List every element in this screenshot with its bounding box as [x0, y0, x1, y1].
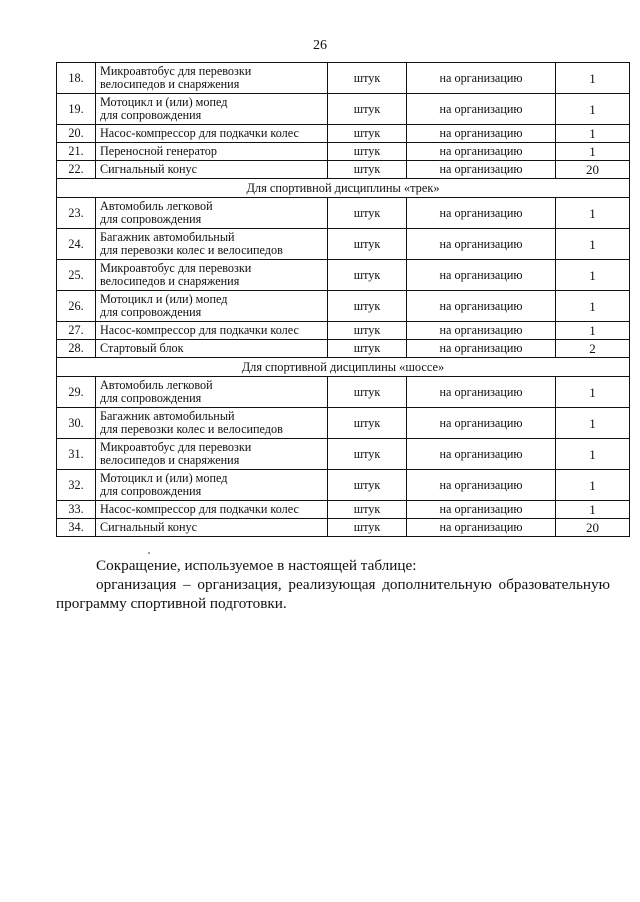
item-name — [96, 291, 328, 322]
item-name-line: Багажник автомобильный — [100, 409, 235, 423]
calculation-basis: на организацию — [407, 260, 556, 291]
calculation-basis: на организацию — [407, 408, 556, 439]
table-row — [57, 161, 630, 179]
item-name-line: велосипедов и снаряжения — [100, 274, 240, 288]
item-name-line: Насос-компрессор для подкачки колес — [100, 502, 299, 516]
table-row — [57, 408, 630, 439]
calculation-basis: на организацию — [407, 377, 556, 408]
quantity: 1 — [556, 63, 630, 94]
calculation-basis: на организацию — [407, 161, 556, 179]
quantity: 1 — [556, 439, 630, 470]
unit-of-measure: штук — [328, 291, 407, 322]
row-number: 21. — [57, 143, 96, 161]
abbreviation-definition: организация – организация, реализующая дополнительную образовательную программу спортивной подготовки. — [56, 576, 610, 612]
row-number: 20. — [57, 125, 96, 143]
quantity: 1 — [556, 377, 630, 408]
table-row — [57, 143, 630, 161]
table-row — [57, 260, 630, 291]
row-number: 29. — [57, 377, 96, 408]
table-row — [57, 94, 630, 125]
item-name-line: для сопровождения — [100, 484, 202, 498]
item-name-line: Автомобиль легковой — [100, 378, 213, 392]
calculation-basis: на организацию — [407, 229, 556, 260]
row-number: 31. — [57, 439, 96, 470]
table-row — [57, 340, 630, 358]
quantity: 1 — [556, 470, 630, 501]
row-number: 28. — [57, 340, 96, 358]
item-name — [96, 198, 328, 229]
quantity: 2 — [556, 340, 630, 358]
item-name — [96, 519, 328, 537]
quantity: 1 — [556, 229, 630, 260]
row-number: 34. — [57, 519, 96, 537]
calculation-basis: на организацию — [407, 143, 556, 161]
unit-of-measure: штук — [328, 229, 407, 260]
equipment-table-body — [57, 63, 630, 537]
quantity: 1 — [556, 198, 630, 229]
item-name — [96, 377, 328, 408]
unit-of-measure: штук — [328, 198, 407, 229]
unit-of-measure: штук — [328, 143, 407, 161]
item-name-line: для перевозки колес и велосипедов — [100, 422, 283, 436]
quantity: 20 — [556, 519, 630, 537]
calculation-basis: на организацию — [407, 501, 556, 519]
unit-of-measure: штук — [328, 322, 407, 340]
item-name-line: для сопровождения — [100, 391, 202, 405]
calculation-basis: на организацию — [407, 340, 556, 358]
unit-of-measure: штук — [328, 260, 407, 291]
item-name-line: Автомобиль легковой — [100, 199, 213, 213]
quantity: 1 — [556, 322, 630, 340]
calculation-basis: на организацию — [407, 198, 556, 229]
item-name-line: Мотоцикл и (или) мопед — [100, 471, 228, 485]
item-name-line: Насос-компрессор для подкачки колес — [100, 126, 299, 140]
item-name-line: для перевозки колес и велосипедов — [100, 243, 283, 257]
row-number: 26. — [57, 291, 96, 322]
abbreviation-note — [56, 556, 610, 613]
item-name — [96, 408, 328, 439]
unit-of-measure: штук — [328, 501, 407, 519]
item-name-line: Сигнальный конус — [100, 162, 198, 176]
row-number: 33. — [57, 501, 96, 519]
item-name-line: велосипедов и снаряжения — [100, 77, 240, 91]
table-row — [57, 519, 630, 537]
item-name-line: для сопровождения — [100, 108, 202, 122]
unit-of-measure: штук — [328, 470, 407, 501]
item-name-line: Стартовый блок — [100, 341, 184, 355]
item-name — [96, 439, 328, 470]
item-name-line: Микроавтобус для перевозки — [100, 440, 252, 454]
section-title: Для спортивной дисциплины «шоссе» — [57, 358, 630, 377]
section-header-row — [57, 358, 630, 377]
calculation-basis: на организацию — [407, 291, 556, 322]
quantity: 1 — [556, 260, 630, 291]
unit-of-measure: штук — [328, 63, 407, 94]
item-name-line: велосипедов и снаряжения — [100, 453, 240, 467]
quantity: 1 — [556, 94, 630, 125]
item-name-line: Мотоцикл и (или) мопед — [100, 292, 228, 306]
calculation-basis: на организацию — [407, 125, 556, 143]
row-number: 23. — [57, 198, 96, 229]
table-row — [57, 229, 630, 260]
section-header-row — [57, 179, 630, 198]
item-name — [96, 125, 328, 143]
table-row — [57, 125, 630, 143]
item-name-line: Переносной генератор — [100, 144, 217, 158]
item-name-line: Насос-компрессор для подкачки колес — [100, 323, 299, 337]
quantity: 1 — [556, 143, 630, 161]
row-number: 19. — [57, 94, 96, 125]
unit-of-measure: штук — [328, 439, 407, 470]
item-name — [96, 63, 328, 94]
section-title: Для спортивной дисциплины «трек» — [57, 179, 630, 198]
item-name-line: Мотоцикл и (или) мопед — [100, 95, 228, 109]
table-row — [57, 291, 630, 322]
unit-of-measure: штук — [328, 125, 407, 143]
row-number: 27. — [57, 322, 96, 340]
unit-of-measure: штук — [328, 408, 407, 439]
table-row — [57, 470, 630, 501]
item-name — [96, 161, 328, 179]
equipment-table — [56, 62, 630, 537]
table-row — [57, 198, 630, 229]
item-name-line: для сопровождения — [100, 212, 202, 226]
item-name — [96, 260, 328, 291]
item-name — [96, 143, 328, 161]
item-name-line: Микроавтобус для перевозки — [100, 261, 252, 275]
calculation-basis: на организацию — [407, 470, 556, 501]
abbreviation-note-title: Сокращение, используемое в настоящей таблице: — [96, 557, 417, 574]
quantity: 1 — [556, 125, 630, 143]
table-row — [57, 322, 630, 340]
table-row — [57, 63, 630, 94]
row-number: 22. — [57, 161, 96, 179]
row-number: 18. — [57, 63, 96, 94]
item-name — [96, 229, 328, 260]
quantity: 1 — [556, 501, 630, 519]
row-number: 30. — [57, 408, 96, 439]
calculation-basis: на организацию — [407, 519, 556, 537]
quantity: 20 — [556, 161, 630, 179]
item-name — [96, 94, 328, 125]
calculation-basis: на организацию — [407, 63, 556, 94]
item-name — [96, 501, 328, 519]
row-number: 24. — [57, 229, 96, 260]
item-name-line: Багажник автомобильный — [100, 230, 235, 244]
unit-of-measure: штук — [328, 519, 407, 537]
scan-speck — [148, 552, 150, 554]
unit-of-measure: штук — [328, 161, 407, 179]
item-name-line: Сигнальный конус — [100, 520, 198, 534]
item-name — [96, 322, 328, 340]
row-number: 32. — [57, 470, 96, 501]
calculation-basis: на организацию — [407, 322, 556, 340]
page-number: 26 — [313, 38, 327, 53]
quantity: 1 — [556, 408, 630, 439]
quantity: 1 — [556, 291, 630, 322]
item-name-line: для сопровождения — [100, 305, 202, 319]
item-name — [96, 470, 328, 501]
table-row — [57, 439, 630, 470]
table-row — [57, 377, 630, 408]
unit-of-measure: штук — [328, 94, 407, 125]
row-number: 25. — [57, 260, 96, 291]
table-row — [57, 501, 630, 519]
unit-of-measure: штук — [328, 377, 407, 408]
calculation-basis: на организацию — [407, 94, 556, 125]
unit-of-measure: штук — [328, 340, 407, 358]
item-name — [96, 340, 328, 358]
item-name-line: Микроавтобус для перевозки — [100, 64, 252, 78]
calculation-basis: на организацию — [407, 439, 556, 470]
